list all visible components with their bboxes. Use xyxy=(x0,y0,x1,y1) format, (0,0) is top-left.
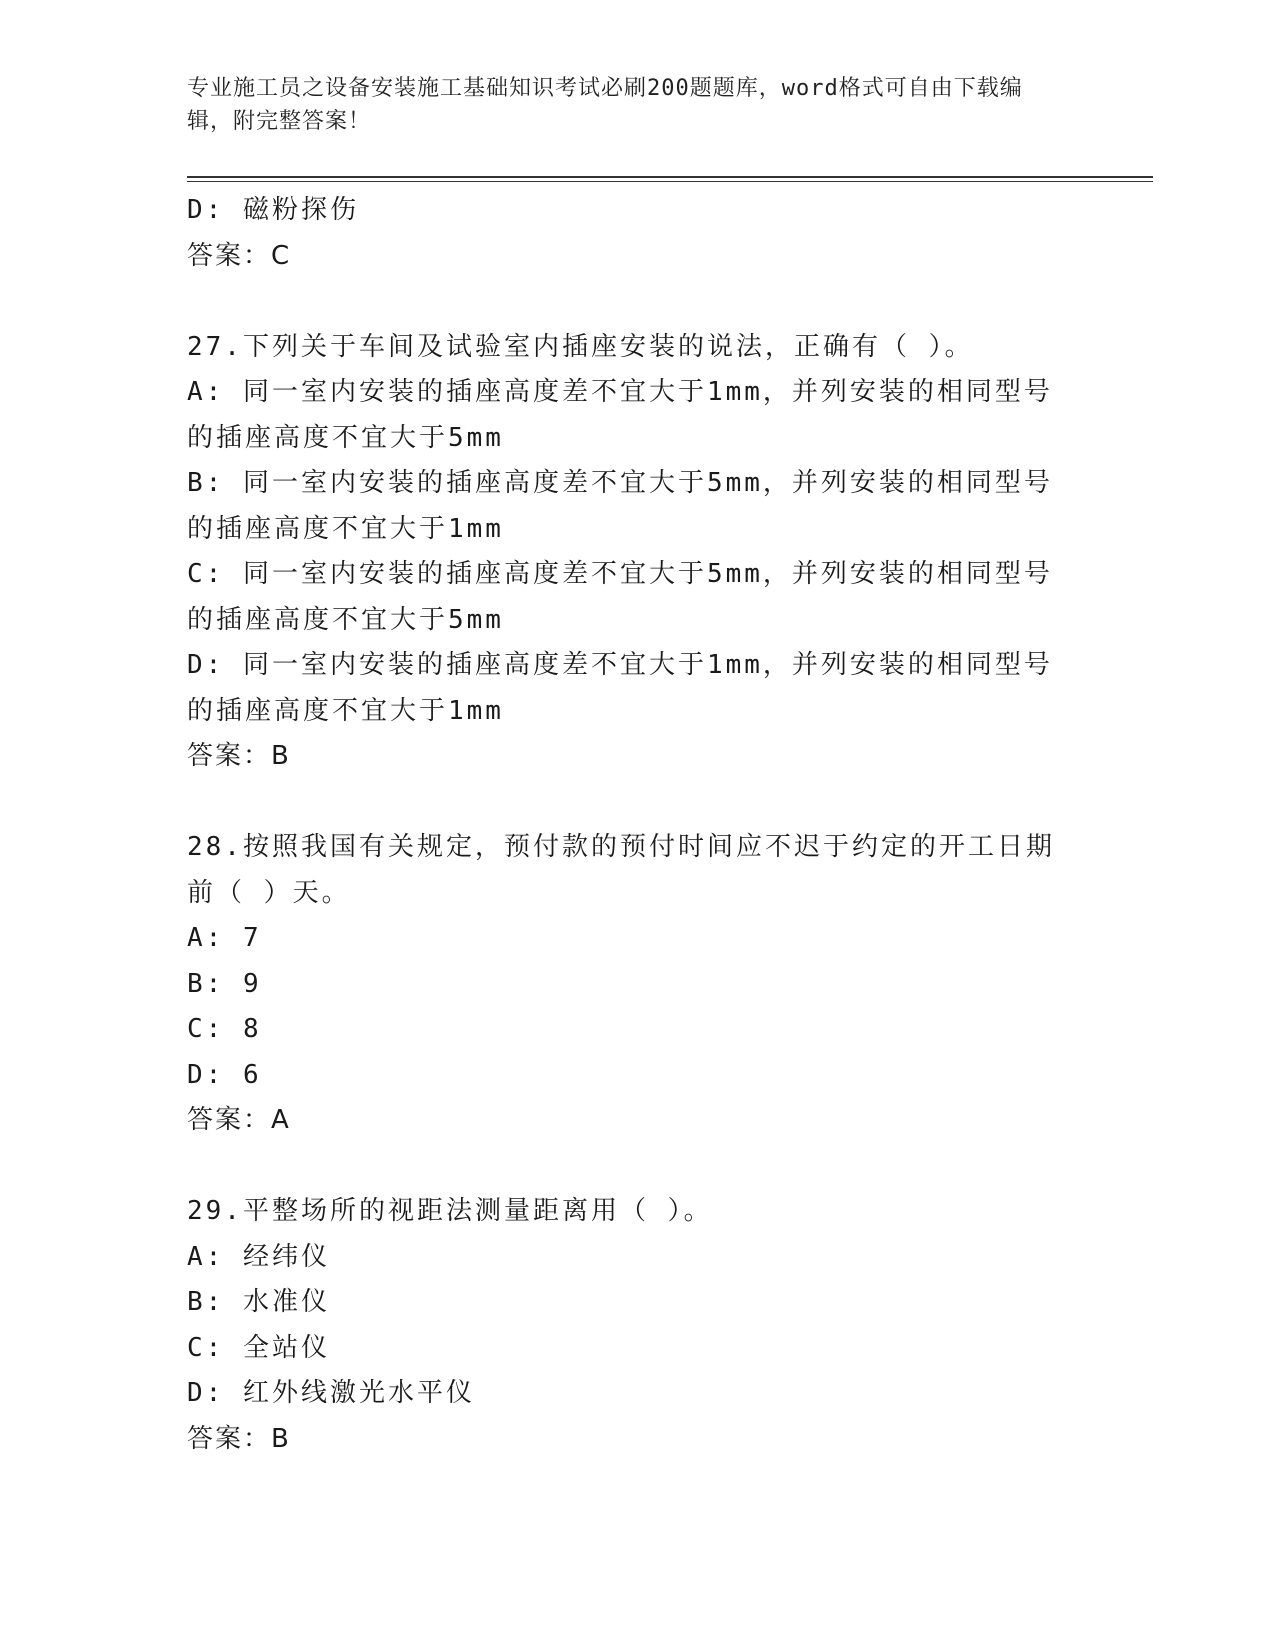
previous-question-tail xyxy=(187,188,1087,279)
question-stem: 29.平整场所的视距法测量距离用（ ）。 xyxy=(187,1196,713,1226)
option-b: B: 9 xyxy=(187,968,262,999)
header-divider-thick xyxy=(187,176,1153,178)
question-stem: 28.按照我国有关规定，预付款的预付时间应不迟于约定的开工日期前（ ）天。 xyxy=(187,832,1055,908)
spacer xyxy=(187,279,1087,325)
spacer xyxy=(187,1144,1087,1190)
option-a: A: 7 xyxy=(187,923,262,953)
answer-line: 答案：C xyxy=(187,240,292,271)
spacer xyxy=(187,780,1087,826)
option-c: C: 8 xyxy=(187,1014,262,1044)
option-b: B: 水准仪 xyxy=(187,1287,330,1317)
option-c: C: 同一室内安装的插座高度差不宜大于5mm，并列安装的相同型号的插座高度不宜大于5mm xyxy=(187,559,1053,635)
option-b: B: 同一室内安装的插座高度差不宜大于5mm，并列安装的相同型号的插座高度不宜大于1mm xyxy=(187,468,1053,544)
answer-line: 答案：B xyxy=(187,741,291,771)
answer-line: 答案：B xyxy=(187,1423,291,1454)
answer-line: 答案：A xyxy=(187,1105,291,1135)
option-d: D: 磁粉探伤 xyxy=(187,195,359,225)
page-header-title: 专业施工员之设备安装施工基础知识考试必刷200题题库，word格式可自由下载编辑，附完整答案！ xyxy=(187,76,1023,134)
option-a: A: 同一室内安装的插座高度差不宜大于1mm，并列安装的相同型号的插座高度不宜大于5mm xyxy=(187,377,1053,453)
question-stem: 27.下列关于车间及试验室内插座安装的说法，正确有（ ）。 xyxy=(187,331,974,362)
question-27 xyxy=(187,325,1087,780)
option-d: D: 同一室内安装的插座高度差不宜大于1mm，并列安装的相同型号的插座高度不宜大于1mm xyxy=(187,650,1053,726)
header-divider-thin xyxy=(187,181,1153,182)
option-d: D: 红外线激光水平仪 xyxy=(187,1378,475,1408)
option-c: C: 全站仪 xyxy=(187,1332,330,1363)
question-29 xyxy=(187,1189,1087,1462)
document-body xyxy=(187,188,1087,1462)
question-28 xyxy=(187,825,1087,1144)
option-d: D: 6 xyxy=(187,1059,262,1090)
option-a: A: 经纬仪 xyxy=(187,1241,330,1272)
